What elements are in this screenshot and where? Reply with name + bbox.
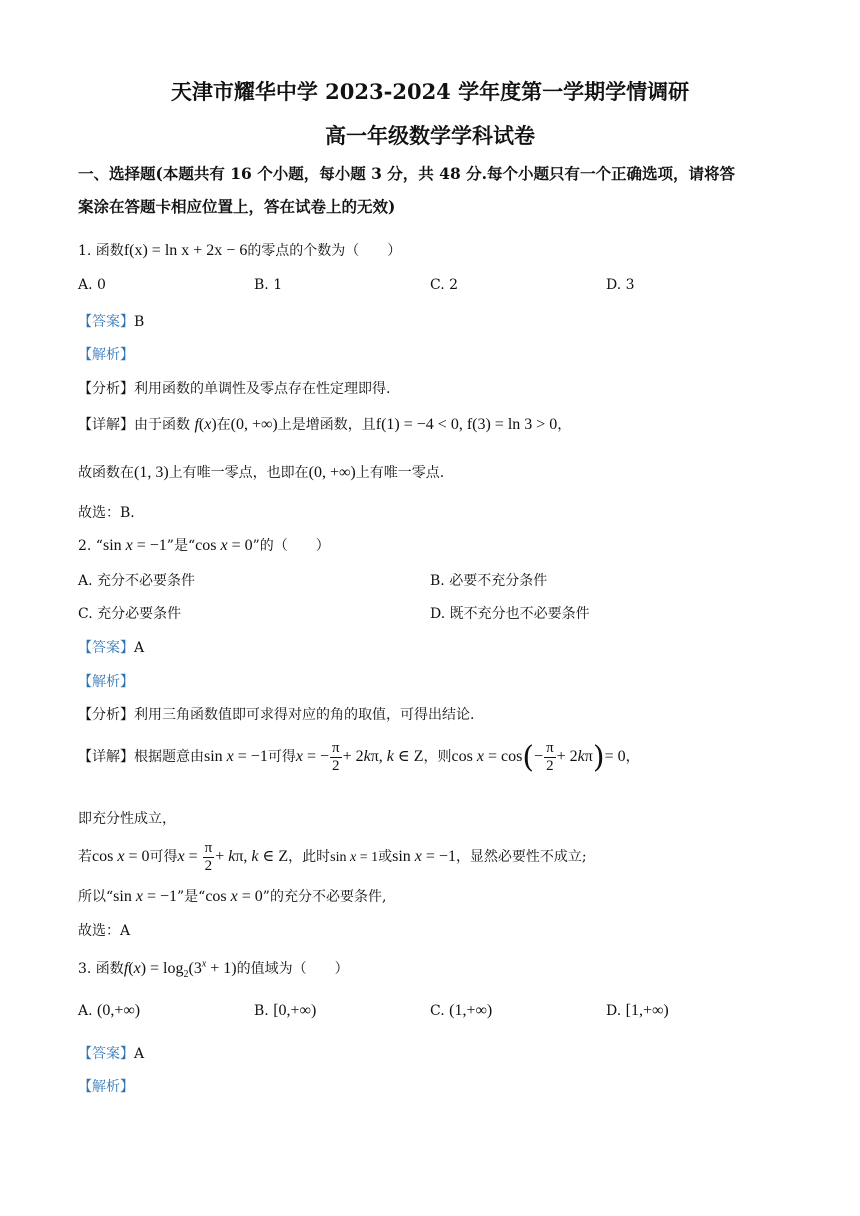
q3-answer: 【答案】A — [78, 1046, 145, 1062]
q3-option-b: B. [0,+∞) — [254, 1002, 317, 1019]
q1-answer: 【答案】B — [78, 314, 145, 330]
q2-detail-4: 所以“sin x = −1”是“cos x = 0”的充分不必要条件, — [78, 888, 387, 905]
q2-conclusion: 故选：A — [78, 923, 131, 939]
page-subtitle: 高一年级数学学科试卷 — [325, 123, 535, 148]
q2-option-a: A. 充分不必要条件 — [78, 573, 196, 589]
q3-option-d: D. [1,+∞) — [606, 1002, 669, 1019]
q1-analysis-label: 【解析】 — [78, 347, 134, 363]
q1-detail: 【详解】由于函数 f(x)在(0, +∞)上是增函数，且f(1) = −4 < 0, f(3) = ln 3 > 0， — [78, 416, 572, 433]
section-heading: 一、选择题(本题共有 16 个小题，每小题 3 分，共 48 分.每个小题只有一个正确选项，请将答 案涂在答题卡相应位置上，答在试卷上的无效) — [78, 164, 736, 216]
q1-option-d: D. 3 — [606, 277, 635, 293]
q2-analysis-label: 【解析】 — [78, 674, 134, 690]
q1-function-expr: f(x) = ln x + 2x − 6 — [123, 242, 248, 259]
q3-option-c: C. (1,+∞) — [430, 1002, 493, 1019]
q2-option-d: D. 既不充分也不必要条件 — [430, 606, 590, 622]
q1-option-b: B. 1 — [254, 277, 283, 293]
q2-fenxi: 【分析】利用三角函数值即可求得对应的角的取值，可得出结论. — [78, 707, 475, 723]
q3-option-a: A. (0,+∞) — [78, 1002, 141, 1019]
question-3: 3. 函数$f(x) = \log_2(3^x + 1)$的值域为（ ） — [78, 958, 349, 981]
q2-detail-2: 即充分性成立， — [78, 811, 176, 827]
q2-detail: 【详解】根据题意由sin x = −1可得x = − $\frac{\pi}{2}$ + 2kπ, k ∈ Z，则cos x = cos(− $\frac{\pi}{2}$ + 2kπ)= 0， — [78, 740, 640, 775]
q2-option-c: C. 充分必要条件 — [78, 606, 182, 622]
q3-analysis-label: 【解析】 — [78, 1079, 134, 1095]
q2-answer: 【答案】A — [78, 640, 145, 656]
q1-option-a: A. 0 — [78, 277, 106, 293]
page-title: 天津市耀华中学 2023-2024 学年度第一学期学情调研 — [170, 79, 690, 104]
q1-conclusion: 故选：B. — [78, 505, 135, 521]
q1-fenxi: 【分析】利用函数的单调性及零点存在性定理即得. — [78, 381, 391, 397]
question-1: 1. 函数f(x) = ln x + 2x − 6的零点的个数为（ ） — [78, 242, 402, 259]
question-2: 2. “sin x = −1”是“cos x = 0”的（ ） — [78, 537, 330, 554]
q2-detail-3: 若cos x = 0可得x = $\frac{\pi}{2}$ + kπ, k ∈ Z，此时sin x = 1或sin x = −1，显然必要性不成立; — [78, 840, 587, 874]
q2-option-b: B. 必要不充分条件 — [430, 573, 548, 589]
q1-detail-2: 故函数在(1, 3)上有唯一零点，也即在(0, +∞)上有唯一零点. — [78, 464, 445, 481]
q1-option-c: C. 2 — [430, 277, 459, 293]
